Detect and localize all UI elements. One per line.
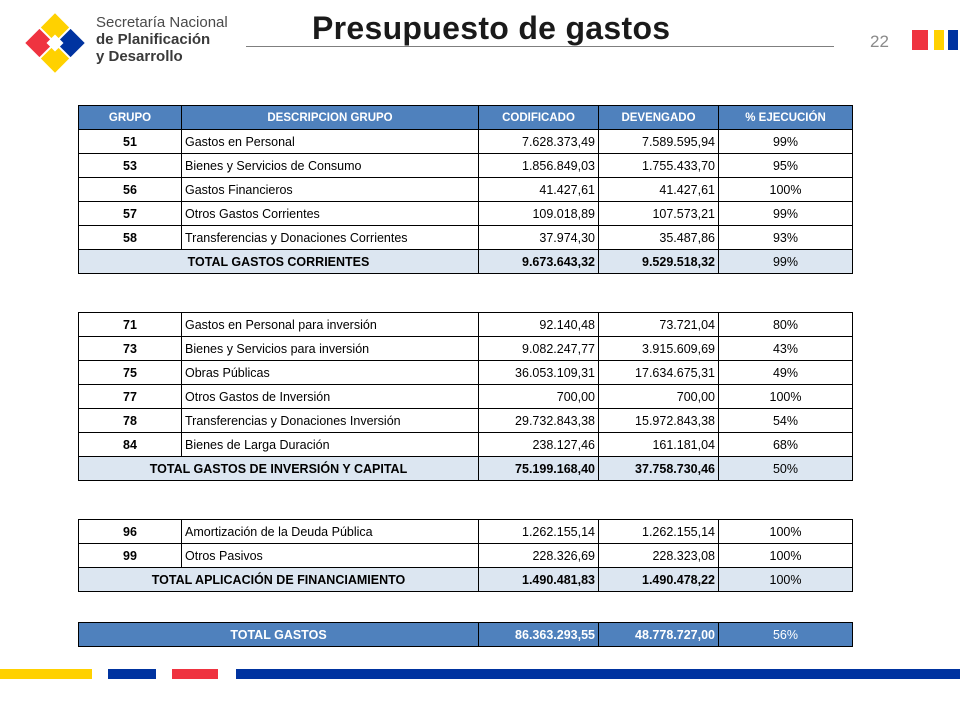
org-line-3: y Desarrollo xyxy=(96,48,183,65)
execution-percent: 100% xyxy=(719,178,853,202)
group-description: Otros Gastos de Inversión xyxy=(182,385,479,409)
devengado-value: 1.755.433,70 xyxy=(599,154,719,178)
table-row xyxy=(79,337,853,361)
execution-percent: 100% xyxy=(719,385,853,409)
table-row xyxy=(79,178,853,202)
subtotal-percent: 99% xyxy=(719,250,853,274)
group-description: Bienes y Servicios de Consumo xyxy=(182,154,479,178)
column-header-devengado: DEVENGADO xyxy=(599,106,719,130)
group-code: 57 xyxy=(79,202,182,226)
group-code: 75 xyxy=(79,361,182,385)
subtotal-codificado: 1.490.481,83 xyxy=(479,568,599,592)
subtotal-row xyxy=(79,568,853,592)
codificado-value: 92.140,48 xyxy=(479,313,599,337)
execution-percent: 49% xyxy=(719,361,853,385)
execution-percent: 68% xyxy=(719,433,853,457)
table-row xyxy=(79,361,853,385)
group-description: Transferencias y Donaciones Corrientes xyxy=(182,226,479,250)
table-row xyxy=(79,520,853,544)
subtotal-row xyxy=(79,250,853,274)
table-row xyxy=(79,433,853,457)
table-row xyxy=(79,202,853,226)
group-code: 58 xyxy=(79,226,182,250)
subtotal-row xyxy=(79,457,853,481)
devengado-value: 700,00 xyxy=(599,385,719,409)
devengado-value: 73.721,04 xyxy=(599,313,719,337)
execution-percent: 99% xyxy=(719,202,853,226)
grand-total-codificado: 86.363.293,55 xyxy=(479,623,599,647)
codificado-value: 9.082.247,77 xyxy=(479,337,599,361)
group-code: 56 xyxy=(79,178,182,202)
column-header-descripcion: DESCRIPCION GRUPO xyxy=(182,106,479,130)
group-code: 73 xyxy=(79,337,182,361)
column-header-codificado: CODIFICADO xyxy=(479,106,599,130)
grand-total-table xyxy=(78,622,853,647)
footer-stripe-blue-2 xyxy=(236,669,960,679)
subtotal-percent: 100% xyxy=(719,568,853,592)
ecuador-flag-icon xyxy=(912,30,958,50)
codificado-value: 29.732.843,38 xyxy=(479,409,599,433)
devengado-value: 107.573,21 xyxy=(599,202,719,226)
group-code: 51 xyxy=(79,130,182,154)
table-row xyxy=(79,313,853,337)
group-code: 53 xyxy=(79,154,182,178)
codificado-value: 1.262.155,14 xyxy=(479,520,599,544)
codificado-value: 238.127,46 xyxy=(479,433,599,457)
senplades-logo xyxy=(22,10,88,76)
group-code: 99 xyxy=(79,544,182,568)
column-header-grupo: GRUPO xyxy=(79,106,182,130)
group-description: Obras Públicas xyxy=(182,361,479,385)
group-code: 77 xyxy=(79,385,182,409)
group-description: Gastos en Personal xyxy=(182,130,479,154)
codificado-value: 700,00 xyxy=(479,385,599,409)
org-line-2: de Planificación xyxy=(96,31,211,48)
devengado-value: 17.634.675,31 xyxy=(599,361,719,385)
group-description: Bienes de Larga Duración xyxy=(182,433,479,457)
grand-total-devengado: 48.778.727,00 xyxy=(599,623,719,647)
execution-percent: 95% xyxy=(719,154,853,178)
execution-percent: 93% xyxy=(719,226,853,250)
execution-percent: 100% xyxy=(719,520,853,544)
current-expenses-table xyxy=(78,105,853,274)
subtotal-label: TOTAL APLICACIÓN DE FINANCIAMIENTO xyxy=(79,568,479,592)
table-row xyxy=(79,130,853,154)
devengado-value: 35.487,86 xyxy=(599,226,719,250)
group-code: 84 xyxy=(79,433,182,457)
subtotal-devengado: 37.758.730,46 xyxy=(599,457,719,481)
column-header-ejecucion: % EJECUCIÓN xyxy=(719,106,853,130)
group-description: Otros Gastos Corrientes xyxy=(182,202,479,226)
execution-percent: 100% xyxy=(719,544,853,568)
title-divider xyxy=(246,46,834,47)
subtotal-codificado: 75.199.168,40 xyxy=(479,457,599,481)
group-description: Bienes y Servicios para inversión xyxy=(182,337,479,361)
subtotal-devengado: 9.529.518,32 xyxy=(599,250,719,274)
financing-table xyxy=(78,519,853,592)
table-row xyxy=(79,226,853,250)
footer-stripe-blue-1 xyxy=(108,669,156,679)
devengado-value: 161.181,04 xyxy=(599,433,719,457)
footer-stripe-yellow xyxy=(0,669,92,679)
execution-percent: 43% xyxy=(719,337,853,361)
table-row xyxy=(79,154,853,178)
subtotal-percent: 50% xyxy=(719,457,853,481)
table-row xyxy=(79,385,853,409)
table-header-row xyxy=(79,106,853,130)
subtotal-label: TOTAL GASTOS CORRIENTES xyxy=(79,250,479,274)
table-row xyxy=(79,544,853,568)
codificado-value: 109.018,89 xyxy=(479,202,599,226)
page-number: 22 xyxy=(870,32,889,51)
codificado-value: 37.974,30 xyxy=(479,226,599,250)
investment-expenses-table xyxy=(78,312,853,481)
execution-percent: 99% xyxy=(719,130,853,154)
subtotal-devengado: 1.490.478,22 xyxy=(599,568,719,592)
codificado-value: 7.628.373,49 xyxy=(479,130,599,154)
codificado-value: 36.053.109,31 xyxy=(479,361,599,385)
org-line-1: Secretaría Nacional xyxy=(96,14,228,31)
grand-total-label: TOTAL GASTOS xyxy=(79,623,479,647)
execution-percent: 54% xyxy=(719,409,853,433)
codificado-value: 41.427,61 xyxy=(479,178,599,202)
group-description: Amortización de la Deuda Pública xyxy=(182,520,479,544)
subtotal-label: TOTAL GASTOS DE INVERSIÓN Y CAPITAL xyxy=(79,457,479,481)
execution-percent: 80% xyxy=(719,313,853,337)
group-code: 78 xyxy=(79,409,182,433)
table-row xyxy=(79,409,853,433)
grand-total-row xyxy=(79,623,853,647)
devengado-value: 1.262.155,14 xyxy=(599,520,719,544)
devengado-value: 7.589.595,94 xyxy=(599,130,719,154)
organization-name xyxy=(96,14,228,65)
group-code: 71 xyxy=(79,313,182,337)
codificado-value: 1.856.849,03 xyxy=(479,154,599,178)
subtotal-codificado: 9.673.643,32 xyxy=(479,250,599,274)
devengado-value: 3.915.609,69 xyxy=(599,337,719,361)
group-description: Transferencias y Donaciones Inversión xyxy=(182,409,479,433)
devengado-value: 15.972.843,38 xyxy=(599,409,719,433)
devengado-value: 228.323,08 xyxy=(599,544,719,568)
grand-total-percent: 56% xyxy=(719,623,853,647)
group-description: Gastos en Personal para inversión xyxy=(182,313,479,337)
group-code: 96 xyxy=(79,520,182,544)
footer-stripe-red xyxy=(172,669,218,679)
group-description: Gastos Financieros xyxy=(182,178,479,202)
group-description: Otros Pasivos xyxy=(182,544,479,568)
codificado-value: 228.326,69 xyxy=(479,544,599,568)
page-title: Presupuesto de gastos xyxy=(312,10,671,46)
devengado-value: 41.427,61 xyxy=(599,178,719,202)
